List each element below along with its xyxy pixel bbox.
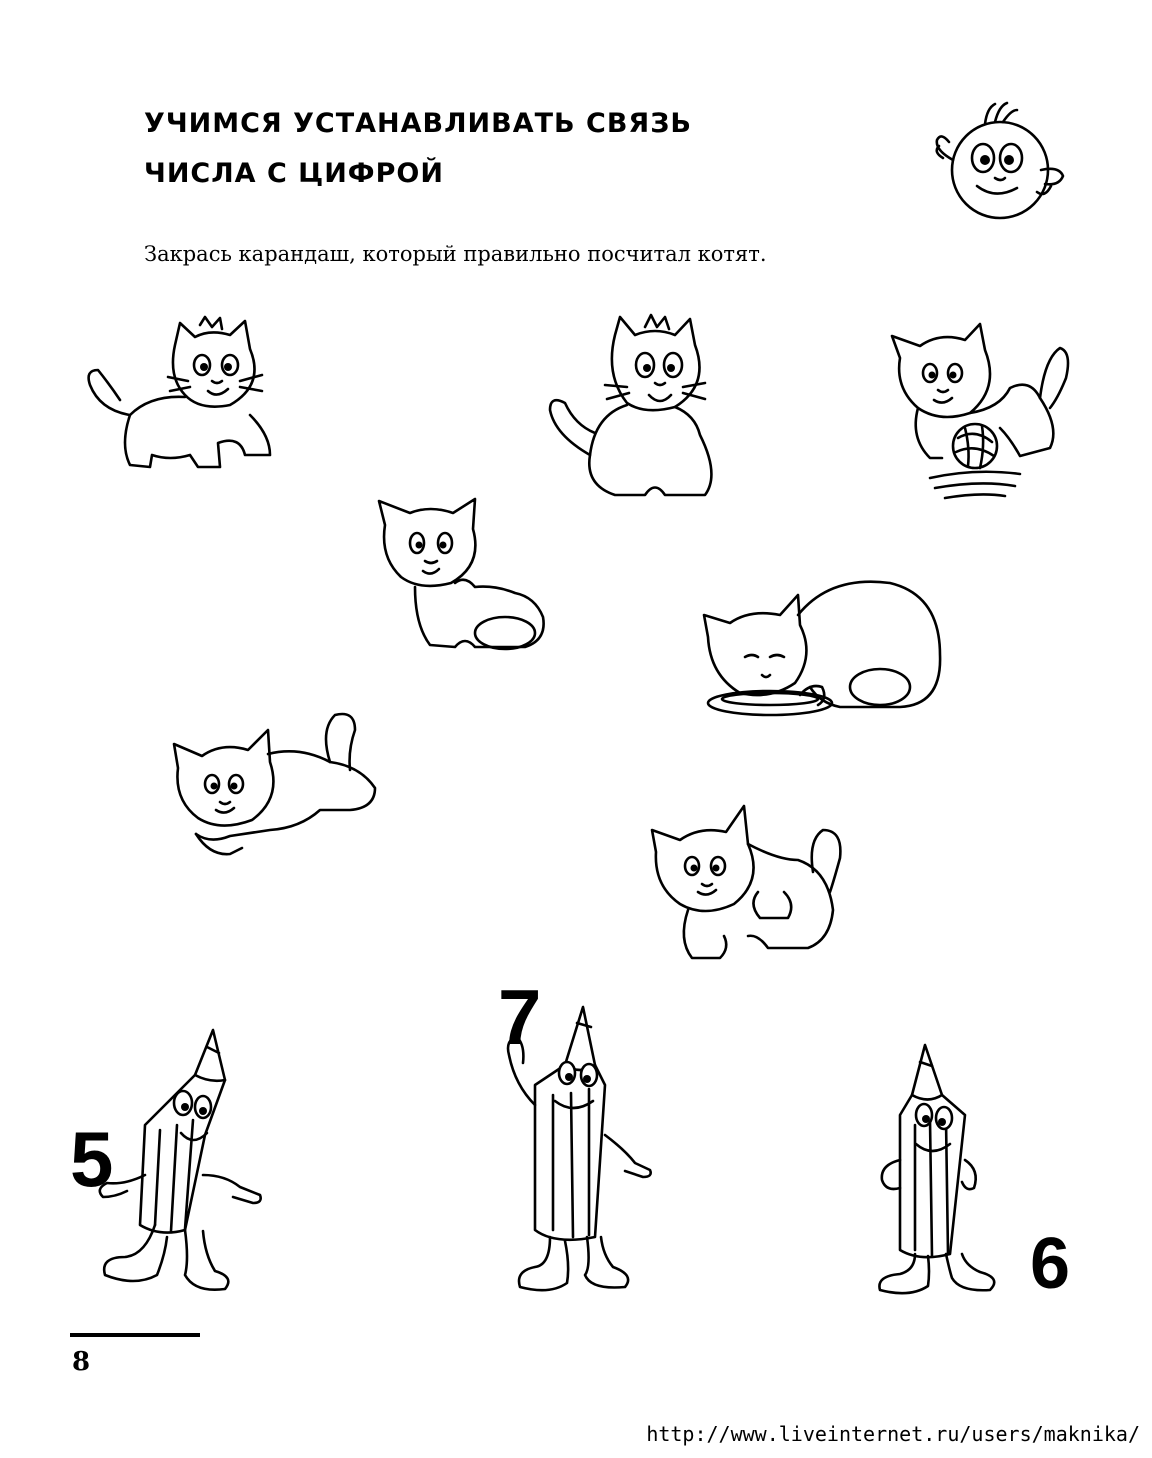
kitten-with-yarn-ball-icon	[890, 318, 1080, 508]
pencil-number-6: 6	[1030, 1224, 1071, 1304]
page-title-line-2: ЧИСЛА С ЦИФРОЙ	[144, 158, 444, 189]
pencil-number-7: 7	[498, 973, 542, 1061]
pencil-character-icon[interactable]	[495, 1005, 670, 1295]
kitten-crawling-icon	[170, 710, 385, 870]
pencil-number-5: 5	[70, 1115, 114, 1203]
pencil-character-icon[interactable]	[870, 1040, 1030, 1300]
page-number: 8	[72, 1347, 91, 1377]
kitten-walking-icon	[80, 315, 295, 485]
instruction-text: Закрась карандаш, который правильно посчитал котят.	[144, 242, 767, 266]
source-watermark: http://www.liveinternet.ru/users/maknika/	[646, 1422, 1140, 1446]
page-title-line-1: УЧИМСЯ УСТАНАВЛИВАТЬ СВЯЗЬ	[144, 108, 692, 139]
kitten-crouching-icon	[648, 800, 858, 970]
kitten-sitting-icon	[545, 315, 745, 505]
kitten-drinking-milk-icon	[700, 575, 950, 735]
mascot-head-icon	[925, 100, 1075, 225]
kitten-sitting-icon	[375, 495, 555, 665]
pencil-character-icon[interactable]	[85, 1025, 270, 1300]
page-number-rule	[70, 1333, 200, 1337]
